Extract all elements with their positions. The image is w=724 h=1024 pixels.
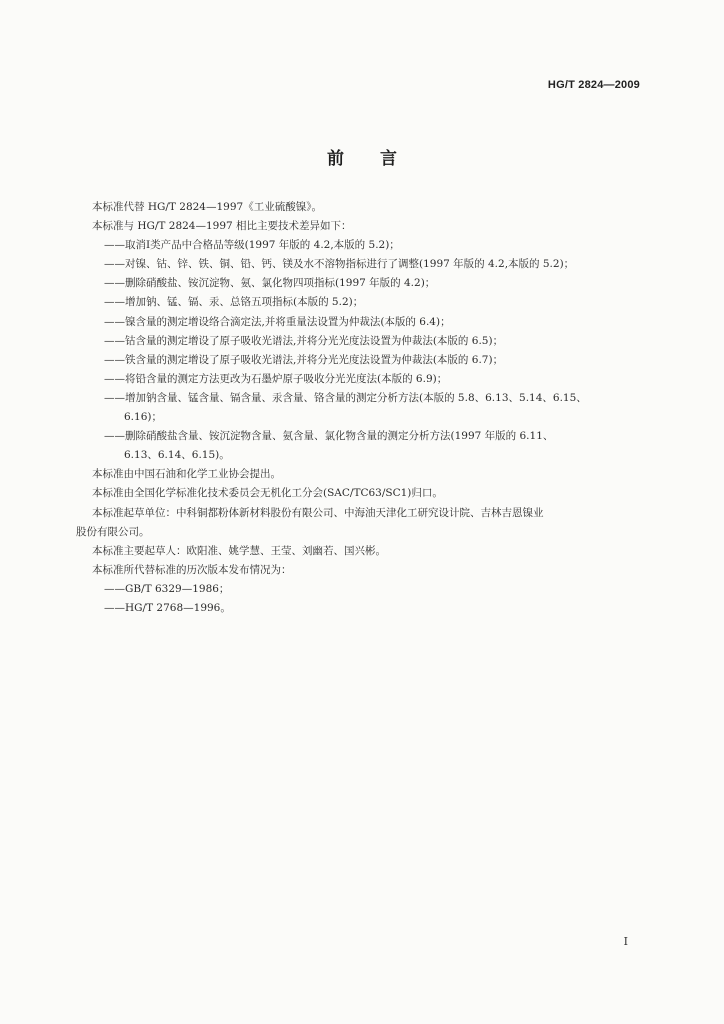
title-char-2: 言 — [380, 149, 397, 169]
standard-code: HG/T 2824—2009 — [547, 79, 640, 91]
paragraph-line: 本标准由中国石油和化学工业协会提出。 — [92, 468, 281, 481]
list-item: ——对镍、钴、锌、铁、铜、铅、钙、镁及水不溶物指标进行了调整(1997 年版的 4.2,本版的 5.2)； — [104, 258, 575, 271]
list-item: ——GB/T 6329—1986； — [104, 582, 230, 595]
list-item: ——取消Ⅰ类产品中合格品等级(1997 年版的 4.2,本版的 5.2)； — [104, 239, 400, 252]
list-item: ——HG/T 2768—1996。 — [104, 601, 231, 614]
list-item: ——钴含量的测定增设了原子吸收光谱法,并将分光光度法设置为仲裁法(本版的 6.5)； — [104, 334, 504, 347]
paragraph-line: 本标准由全国化学标准化技术委员会无机化工分会(SAC/TC63/SC1)归口。 — [92, 487, 443, 500]
list-item: ——铁含量的测定增设了原子吸收光谱法,并将分光光度法设置为仲裁法(本版的 6.7)； — [104, 353, 504, 366]
paragraph-line: 本标准主要起草人：欧阳准、姚学慧、王莹、刘幽若、国兴彬。 — [92, 544, 386, 557]
list-item: ——将铅含量的测定方法更改为石墨炉原子吸收分光光度法(本版的 6.9)； — [104, 372, 448, 385]
list-item: ——增加钠含量、锰含量、镉含量、汞含量、铬含量的测定分析方法(本版的 5.8、6.13、5.14、6.15、 — [104, 391, 587, 404]
list-item-continuation: 6.13、6.14、6.15)。 — [124, 449, 230, 462]
list-item-continuation: 6.16)； — [124, 411, 162, 424]
list-item: ——增加钠、锰、镉、汞、总铬五项指标(本版的 5.2)； — [104, 296, 364, 309]
page-title — [0, 144, 724, 169]
foreword-body — [76, 198, 644, 618]
paragraph-line: 本标准起草单位：中科铜都粉体新材料股份有限公司、中海油天津化工研究设计院、吉林吉恩镍业 — [92, 506, 544, 519]
paragraph-continuation: 股份有限公司。 — [76, 525, 150, 538]
paragraph-line: 本标准代替 HG/T 2824—1997《工业硫酸镍》。 — [92, 201, 322, 213]
title-char-1: 前 — [327, 149, 344, 169]
page-number: I — [623, 935, 628, 948]
list-item: ——删除硝酸盐、铵沉淀物、氨、氯化物四项指标(1997 年版的 4.2)； — [104, 277, 436, 290]
list-item: ——删除硝酸盐含量、铵沉淀物含量、氨含量、氯化物含量的测定分析方法(1997 年版的 6.11、 — [104, 430, 554, 443]
paragraph-line: 本标准所代替标准的历次版本发布情况为： — [92, 563, 292, 576]
list-item: ——镍含量的测定增设络合滴定法,并将重量法设置为仲裁法(本版的 6.4)； — [104, 315, 451, 328]
paragraph-line: 本标准与 HG/T 2824—1997 相比主要技术差异如下： — [92, 220, 352, 233]
